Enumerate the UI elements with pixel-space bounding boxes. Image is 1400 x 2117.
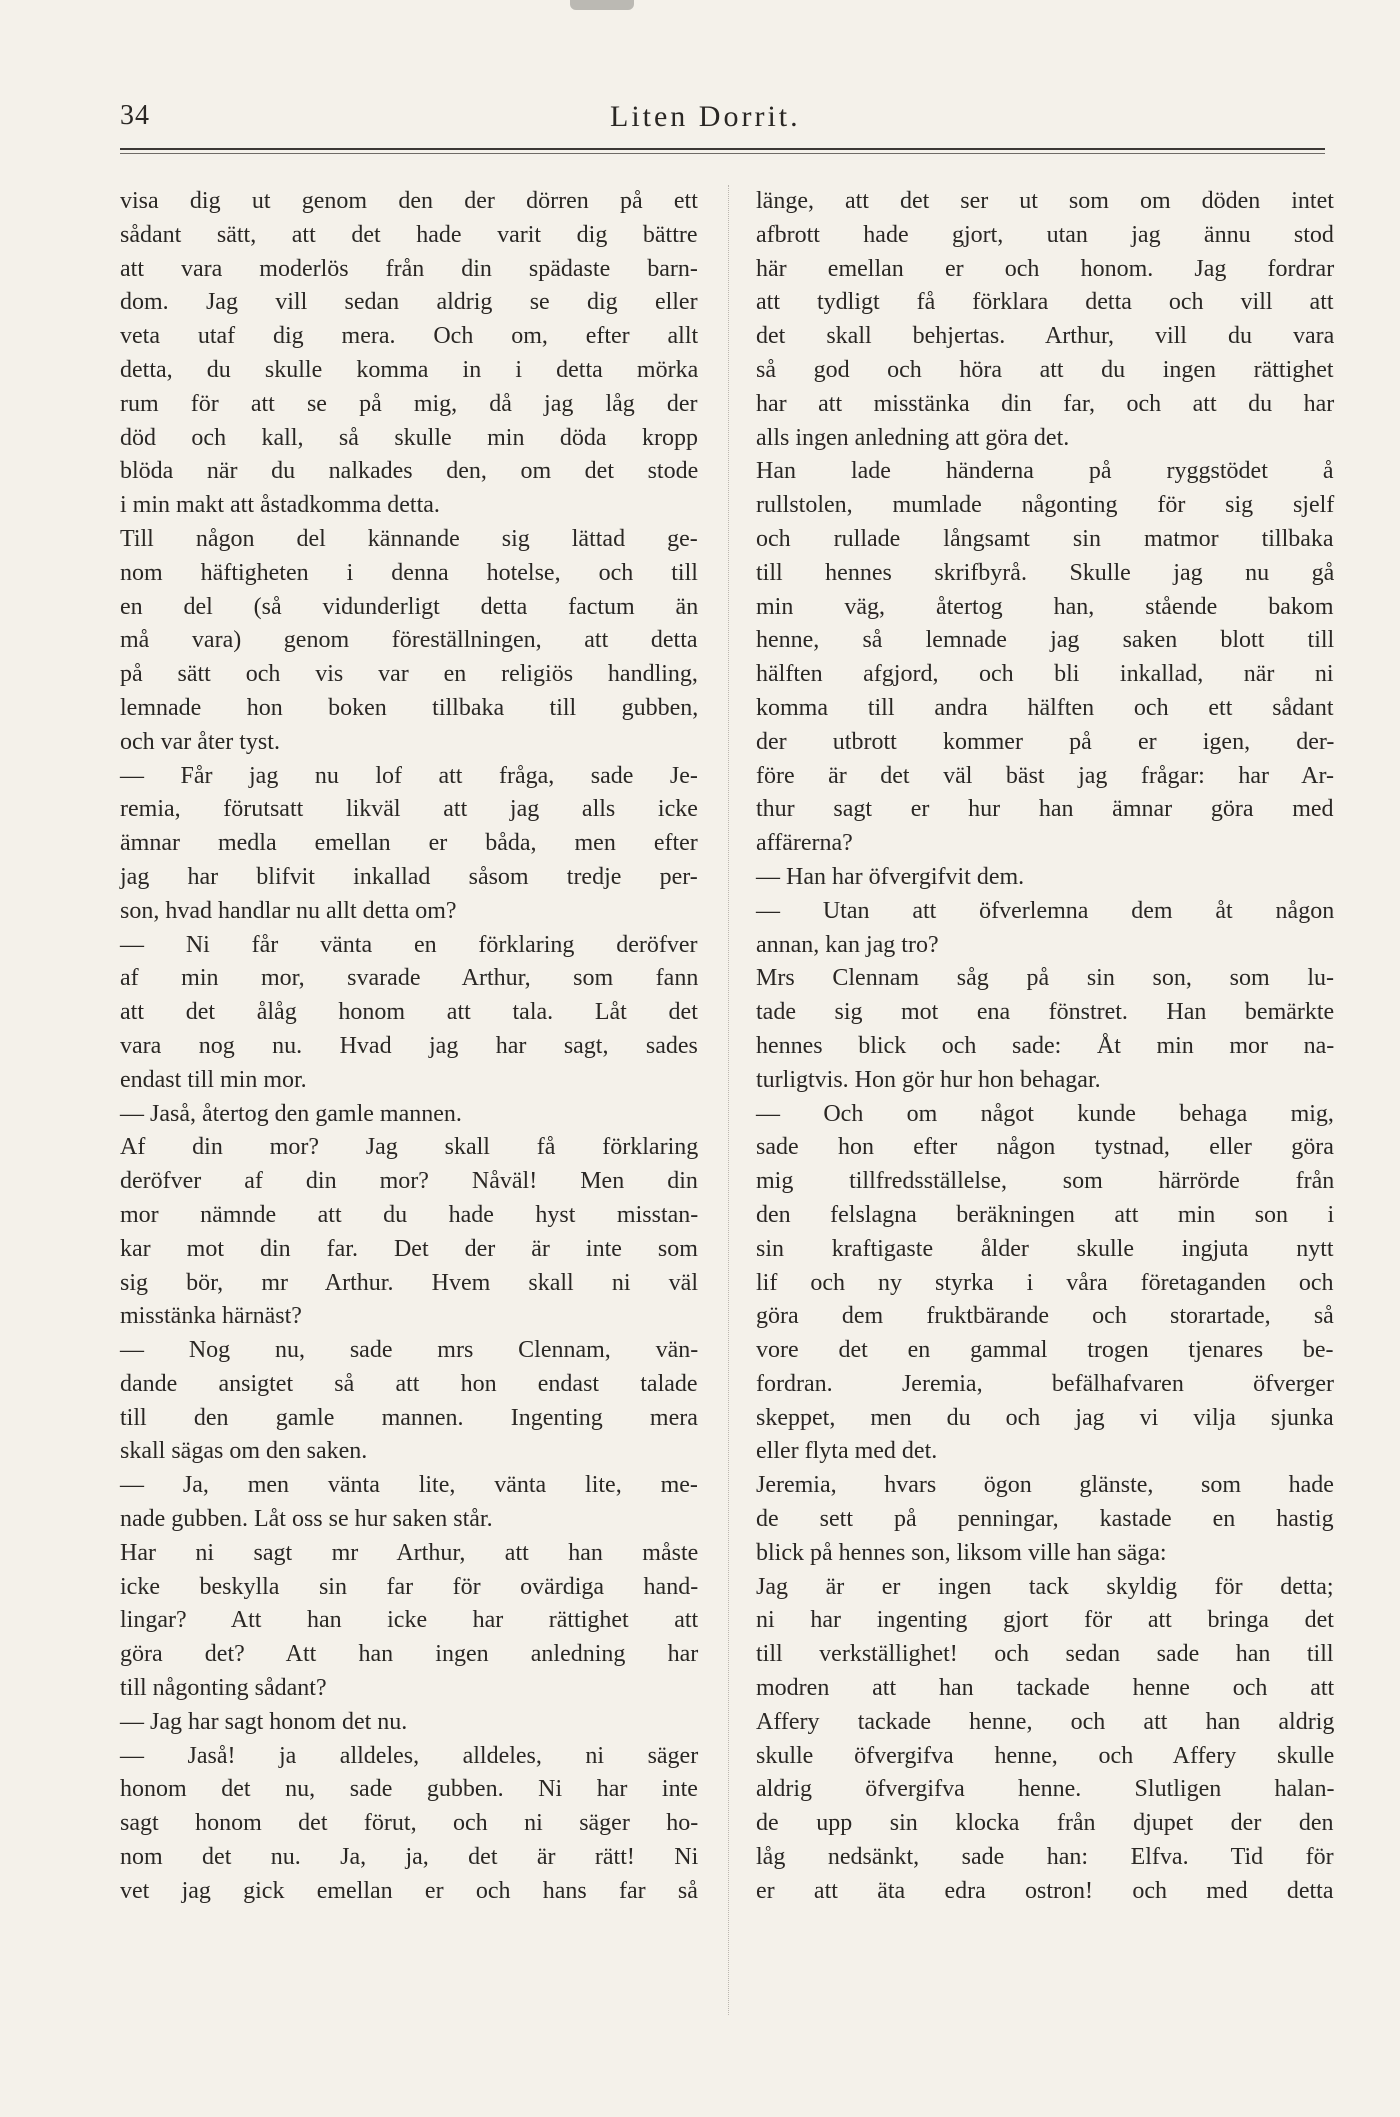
text-line: den felslagna beräkningen att min son i	[756, 1201, 1335, 1228]
text-line: skulle öfvergifva henne, och Affery skulle	[756, 1742, 1335, 1769]
text-line: till någonting sådant?	[120, 1675, 327, 1702]
text-line: göra dem fruktbärande och storartade, så	[756, 1303, 1334, 1330]
text-line: misstänka härnäst?	[120, 1303, 302, 1330]
left-text-column	[120, 185, 698, 1909]
text-line: — Ja, men vänta lite, vänta lite, me-	[120, 1472, 698, 1499]
page-header	[120, 100, 1325, 140]
text-line: alls ingen anledning att göra det.	[756, 424, 1070, 451]
text-line: afbrott hade gjort, utan jag ännu stod	[756, 221, 1334, 248]
header-rule	[120, 148, 1325, 150]
text-line: nade gubben. Låt oss se hur saken står.	[120, 1506, 493, 1533]
text-line: min väg, återtog han, stående bakom	[756, 593, 1334, 620]
text-line: affärerna?	[756, 830, 853, 857]
text-line: sagt honom det förut, och ni säger ho-	[120, 1810, 699, 1837]
text-line: af min mor, svarade Arthur, som fann	[120, 965, 699, 992]
text-line: kar mot din far. Det der är inte som	[120, 1235, 698, 1262]
text-line: göra det? Att han ingen anledning har	[120, 1641, 699, 1668]
text-line: på sätt och vis var en religiös handling,	[120, 661, 698, 688]
text-line: rullstolen, mumlade någonting för sig sjelf	[756, 492, 1335, 519]
text-line: dande ansigtet så att hon endast talade	[120, 1370, 698, 1397]
text-line: och rullade långsamt sin matmor tillbaka	[756, 525, 1334, 552]
text-line: till verkställighet! och sedan sade han till	[756, 1641, 1334, 1668]
text-line: de sett på penningar, kastade en hastig	[756, 1506, 1334, 1533]
text-line: sade hon efter någon tystnad, eller göra	[756, 1134, 1334, 1161]
text-line: en del (så vidunderligt detta factum än	[120, 593, 699, 620]
text-line: henne, så lemnade jag saken blott till	[756, 627, 1335, 654]
text-line: Af din mor? Jag skall få förklaring	[120, 1134, 699, 1161]
text-line: — Jaså! ja alldeles, alldeles, ni säger	[120, 1742, 699, 1769]
text-line: turligtvis. Hon gör hur hon behagar.	[756, 1066, 1101, 1093]
text-line: Jeremia, hvars ögon glänste, som hade	[756, 1472, 1334, 1499]
text-line: annan, kan jag tro?	[756, 931, 939, 958]
text-line: lif och ny styrka i våra företaganden och	[756, 1269, 1334, 1296]
text-line: länge, att det ser ut som om döden intet	[756, 188, 1334, 214]
text-line: aldrig öfvergifva henne. Slutligen halan-	[756, 1776, 1335, 1803]
text-line: skeppet, men du och jag vi vilja sjunka	[756, 1404, 1334, 1431]
text-line: Till någon del kännande sig lättad ge-	[120, 525, 698, 552]
text-line: thur sagt er hur han ämnar göra med	[756, 796, 1334, 823]
text-line: — Utan att öfverlemna dem åt någon	[756, 897, 1335, 924]
header-rule-thin	[120, 153, 1325, 154]
text-line: ämnar medla emellan er båda, men efter	[120, 830, 698, 857]
text-line: er att äta edra ostron! och med detta	[756, 1877, 1334, 1904]
text-line: ni har ingenting gjort för att bringa det	[756, 1607, 1334, 1634]
text-line: att vara moderlös från din spädaste barn-	[120, 255, 698, 282]
text-line: de upp sin klocka från djupet der den	[756, 1810, 1334, 1837]
text-line: deröfver af din mor? Nåväl! Men din	[120, 1168, 698, 1195]
scan-smudge	[570, 0, 634, 10]
text-line: — Och om något kunde behaga mig,	[756, 1100, 1334, 1127]
text-line: nom häftigheten i denna hotelse, och till	[120, 559, 698, 586]
text-line: lingar? Att han icke har rättighet att	[120, 1607, 699, 1634]
text-line: detta, du skulle komma in i detta mörka	[120, 356, 699, 383]
page-number: 34	[120, 100, 150, 131]
text-line: modren att han tackade henne och att	[756, 1675, 1335, 1702]
text-line: son, hvad handlar nu allt detta om?	[120, 897, 457, 924]
text-line: det skall behjertas. Arthur, vill du vara	[756, 323, 1335, 350]
text-line: skall sägas om den saken.	[120, 1438, 368, 1465]
text-line: eller flyta med det.	[756, 1438, 938, 1465]
text-line: — Jag har sagt honom det nu.	[120, 1708, 408, 1735]
text-line: att det ålåg honom att tala. Låt det	[120, 999, 698, 1026]
text-line: vore det en gammal trogen tjenares be-	[756, 1337, 1334, 1364]
text-line: vara nog nu. Hvad jag har sagt, sades	[120, 1032, 698, 1059]
text-line: må vara) genom föreställningen, att detta	[120, 627, 698, 654]
text-line: lemnade hon boken tillbaka till gubben,	[120, 694, 699, 721]
text-line: nom det nu. Ja, ja, det är rätt! Ni	[120, 1844, 699, 1871]
text-line: der utbrott kommer på er igen, der-	[756, 728, 1335, 755]
text-line: till den gamle mannen. Ingenting mera	[120, 1404, 698, 1431]
text-line: Han lade händerna på ryggstödet å	[756, 458, 1334, 485]
text-line: blöda när du nalkades den, om det stode	[120, 458, 699, 485]
text-line: rum för att se på mig, då jag låg der	[120, 390, 698, 417]
text-line: så god och höra att du ingen rättighet	[756, 356, 1334, 383]
text-line: Har ni sagt mr Arthur, att han måste	[120, 1539, 699, 1566]
text-line: mor nämnde att du hade hyst misstan-	[120, 1201, 699, 1228]
text-line: sin kraftigaste ålder skulle ingjuta nytt	[756, 1235, 1334, 1262]
text-line: icke beskylla sin far för ovärdiga hand-	[120, 1573, 699, 1600]
text-line: död och kall, så skulle min döda kropp	[120, 424, 698, 451]
text-line: till hennes skrifbyrå. Skulle jag nu gå	[756, 559, 1335, 586]
text-line: och var åter tyst.	[120, 728, 280, 755]
text-line: hälften afgjord, och bli inkallad, när ni	[756, 661, 1334, 688]
text-line: sådant sätt, att det hade varit dig bättre	[120, 221, 698, 248]
text-line: endast till min mor.	[120, 1066, 307, 1093]
text-line: har att misstänka din far, och att du har	[756, 390, 1335, 417]
text-line: sig bör, mr Arthur. Hvem skall ni väl	[120, 1269, 699, 1296]
text-line: — Ni får vänta en förklaring deröfver	[120, 931, 698, 958]
text-line: att tydligt få förklara detta och vill att	[756, 289, 1334, 316]
text-line: visa dig ut genom den der dörren på ett	[120, 188, 698, 214]
text-line: — Han har öfvergifvit dem.	[756, 863, 1025, 890]
text-line: Jag är er ingen tack skyldig för detta;	[756, 1573, 1334, 1600]
text-line: låg nedsänkt, sade han: Elfva. Tid för	[756, 1844, 1334, 1871]
text-line: — Får jag nu lof att fråga, sade Je-	[120, 762, 698, 789]
text-line: hennes blick och sade: Åt min mor na-	[756, 1032, 1335, 1059]
text-line: före är det väl bäst jag frågar: har Ar-	[756, 762, 1335, 789]
text-line: blick på hennes son, liksom ville han säga:	[756, 1539, 1167, 1566]
text-line: remia, förutsatt likväl att jag alls icke	[120, 796, 698, 823]
column-divider	[728, 185, 729, 2015]
text-line: jag har blifvit inkallad såsom tredje per-	[120, 863, 698, 890]
text-line: — Jaså, återtog den gamle mannen.	[120, 1100, 462, 1127]
text-line: här emellan er och honom. Jag fordrar	[756, 255, 1335, 282]
text-line: — Nog nu, sade mrs Clennam, vän-	[120, 1337, 699, 1364]
text-line: tade sig mot ena fönstret. Han bemärkte	[756, 999, 1335, 1026]
text-line: i min makt att åstadkomma detta.	[120, 492, 440, 519]
text-line: fordran. Jeremia, befälhafvaren öfverger	[756, 1370, 1335, 1397]
text-line: Affery tackade henne, och att han aldrig	[756, 1708, 1335, 1735]
text-line: komma till andra hälften och ett sådant	[756, 694, 1334, 721]
text-line: vet jag gick emellan er och hans far så	[120, 1877, 698, 1904]
text-line: dom. Jag vill sedan aldrig se dig eller	[120, 289, 698, 316]
right-text-column	[756, 185, 1334, 1909]
text-line: veta utaf dig mera. Och om, efter allt	[120, 323, 699, 350]
text-line: honom det nu, sade gubben. Ni har inte	[120, 1776, 698, 1803]
text-line: Mrs Clennam såg på sin son, som lu-	[756, 965, 1334, 992]
running-title: Liten Dorrit.	[610, 100, 801, 133]
text-line: mig tillfredsställelse, som härrörde från	[756, 1168, 1335, 1195]
